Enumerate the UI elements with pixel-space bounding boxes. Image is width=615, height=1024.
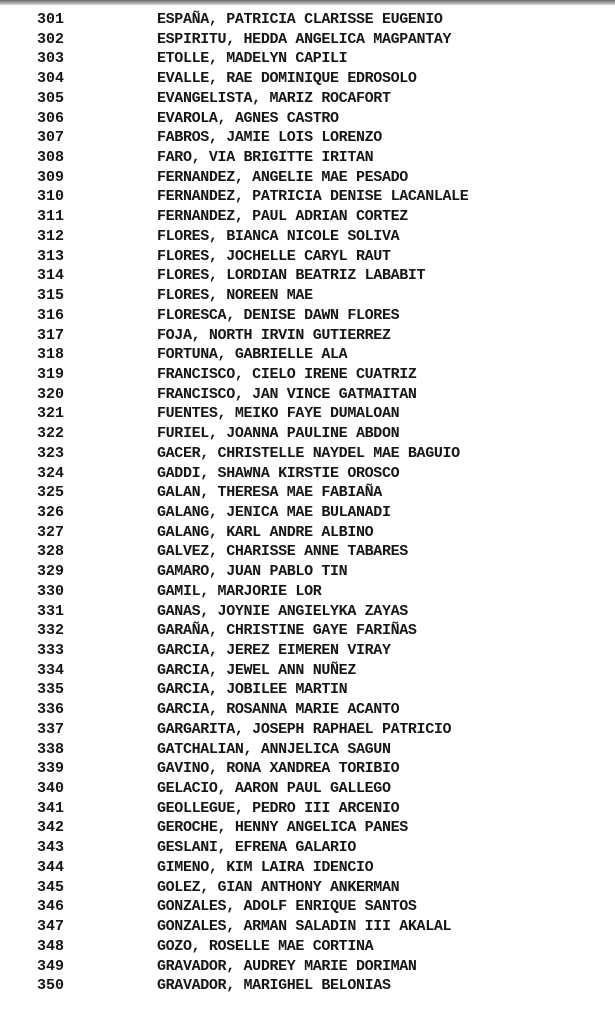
list-item — [0, 523, 615, 543]
list-item — [0, 168, 615, 188]
entry-number: 305 — [37, 89, 65, 107]
entry-name: FLORES, JOCHELLE CARYL RAUT — [157, 247, 391, 265]
entry-number: 309 — [37, 168, 65, 186]
entry-number: 326 — [37, 503, 65, 521]
list-item — [0, 878, 615, 898]
list-item — [0, 404, 615, 424]
entry-name: FLORES, NOREEN MAE — [157, 287, 313, 305]
list-item — [0, 976, 615, 996]
entry-number: 346 — [37, 898, 65, 916]
page-top-edge — [0, 0, 615, 5]
list-item — [0, 286, 615, 306]
entry-number: 345 — [37, 878, 65, 896]
entry-name: FOJA, NORTH IRVIN GUTIERREZ — [157, 326, 391, 344]
entry-name: GALAN, THERESA MAE FABIAÑA — [157, 484, 382, 502]
entry-name: GARCIA, ROSANNA MARIE ACANTO — [157, 701, 400, 719]
entry-number: 338 — [37, 740, 65, 758]
entry-name: FLORES, BIANCA NICOLE SOLIVA — [157, 227, 400, 245]
entry-number: 333 — [37, 642, 65, 659]
entry-number: 325 — [37, 484, 65, 502]
entry-name: GARCIA, JOBILEE MARTIN — [157, 681, 348, 699]
list-item — [0, 740, 615, 760]
entry-number: 301 — [37, 11, 65, 28]
entry-name: GANAS, JOYNIE ANGIELYKA ZAYAS — [157, 602, 408, 620]
entry-name: GALANG, KARL ANDRE ALBINO — [157, 523, 374, 541]
list-item — [0, 700, 615, 720]
entry-name: FLORESCA, DENISE DAWN FLORES — [157, 306, 400, 324]
list-item — [0, 424, 615, 444]
list-item — [0, 759, 615, 779]
entry-number: 341 — [37, 799, 65, 817]
entry-name: GELACIO, AARON PAUL GALLEGO — [157, 780, 391, 798]
list-item — [0, 641, 615, 661]
entry-number: 343 — [37, 839, 65, 857]
entry-name: GARGARITA, JOSEPH RAPHAEL PATRICIO — [157, 720, 452, 738]
list-item — [0, 621, 615, 641]
list-item — [0, 30, 615, 50]
entry-name: GAMIL, MARJORIE LOR — [157, 582, 322, 600]
entry-number: 314 — [37, 267, 65, 285]
list-item — [0, 10, 615, 30]
entry-name: GACER, CHRISTELLE NAYDEL MAE BAGUIO — [157, 444, 460, 462]
entry-name: GALANG, JENICA MAE BULANADI — [157, 503, 391, 521]
entry-number: 344 — [37, 858, 65, 876]
entry-name: ESPIRITU, HEDDA ANGELICA MAGPANTAY — [157, 30, 452, 48]
list-item — [0, 582, 615, 602]
list-item — [0, 464, 615, 484]
entry-number: 316 — [37, 306, 65, 324]
entry-number: 321 — [37, 405, 65, 423]
entry-name: GADDI, SHAWNA KIRSTIE OROSCO — [157, 464, 400, 482]
list-item — [0, 69, 615, 89]
list-item — [0, 444, 615, 464]
entry-number: 349 — [37, 957, 65, 975]
entry-name: FARO, VIA BRIGITTE IRITAN — [157, 149, 374, 167]
list-item — [0, 562, 615, 582]
list-item — [0, 89, 615, 109]
list-item — [0, 266, 615, 286]
entry-number: 315 — [37, 287, 65, 305]
entry-number: 311 — [37, 208, 65, 226]
list-item — [0, 247, 615, 267]
list-item — [0, 897, 615, 917]
list-item — [0, 483, 615, 503]
entry-number: 350 — [37, 977, 65, 995]
entry-name: ETOLLE, MADELYN CAPILI — [157, 50, 348, 68]
entry-name: FRANCISCO, JAN VINCE GATMAITAN — [157, 385, 417, 403]
entry-name: EVALLE, RAE DOMINIQUE EDROSOLO — [157, 70, 417, 88]
entry-number: 312 — [37, 227, 65, 245]
list-item — [0, 227, 615, 247]
entry-number: 308 — [37, 149, 65, 167]
entry-name: GAVINO, RONA XANDREA TORIBIO — [157, 760, 400, 778]
name-list — [0, 10, 615, 996]
entry-name: FORTUNA, GABRIELLE ALA — [157, 346, 348, 364]
entry-name: GRAVADOR, AUDREY MARIE DORIMAN — [157, 957, 417, 975]
list-item — [0, 818, 615, 838]
entry-name: GONZALES, ARMAN SALADIN III AKALAL — [157, 918, 452, 936]
entry-number: 304 — [37, 70, 65, 88]
entry-number: 337 — [37, 720, 65, 738]
list-item — [0, 720, 615, 740]
entry-number: 319 — [37, 365, 65, 383]
entry-name: GALVEZ, CHARISSE ANNE TABARES — [157, 543, 408, 561]
list-item — [0, 680, 615, 700]
entry-name: GEROCHE, HENNY ANGELICA PANES — [157, 819, 408, 837]
entry-number: 322 — [37, 425, 65, 443]
entry-name: FLORES, LORDIAN BEATRIZ LABABIT — [157, 267, 426, 285]
list-item — [0, 503, 615, 523]
entry-name: FURIEL, JOANNA PAULINE ABDON — [157, 425, 400, 443]
list-item — [0, 799, 615, 819]
list-item — [0, 306, 615, 326]
list-item — [0, 326, 615, 346]
entry-number: 339 — [37, 760, 65, 778]
list-item — [0, 207, 615, 227]
entry-name: FERNANDEZ, ANGELIE MAE PESADO — [157, 168, 408, 186]
entry-name: GIMENO, KIM LAIRA IDENCIO — [157, 858, 374, 876]
entry-name: GARCIA, JEWEL ANN NUÑEZ — [157, 661, 356, 679]
entry-number: 348 — [37, 937, 65, 955]
entry-name: ESPAÑA, PATRICIA CLARISSE EUGENIO — [157, 11, 443, 28]
list-item — [0, 187, 615, 207]
entry-name: GESLANI, EFRENA GALARIO — [157, 839, 356, 857]
entry-number: 320 — [37, 385, 65, 403]
list-item — [0, 937, 615, 957]
entry-number: 334 — [37, 661, 65, 679]
entry-number: 318 — [37, 346, 65, 364]
list-item — [0, 661, 615, 681]
entry-name: GRAVADOR, MARIGHEL BELONIAS — [157, 977, 391, 995]
entry-number: 303 — [37, 50, 65, 68]
list-item — [0, 345, 615, 365]
entry-number: 347 — [37, 918, 65, 936]
entry-number: 313 — [37, 247, 65, 265]
list-item — [0, 542, 615, 562]
list-item — [0, 49, 615, 69]
list-item — [0, 148, 615, 168]
entry-number: 342 — [37, 819, 65, 837]
entry-number: 317 — [37, 326, 65, 344]
entry-name: GONZALES, ADOLF ENRIQUE SANTOS — [157, 898, 417, 916]
entry-name: EVANGELISTA, MARIZ ROCAFORT — [157, 89, 391, 107]
entry-number: 324 — [37, 464, 65, 482]
entry-name: FRANCISCO, CIELO IRENE CUATRIZ — [157, 365, 417, 383]
entry-name: GOLEZ, GIAN ANTHONY ANKERMAN — [157, 878, 400, 896]
entry-number: 302 — [37, 30, 65, 48]
list-item — [0, 917, 615, 937]
entry-name: GAMARO, JUAN PABLO TIN — [157, 563, 348, 581]
entry-number: 328 — [37, 543, 65, 561]
list-item — [0, 779, 615, 799]
list-item — [0, 602, 615, 622]
entry-number: 310 — [37, 188, 65, 206]
entry-number: 336 — [37, 701, 65, 719]
entry-number: 307 — [37, 129, 65, 147]
entry-name: GEOLLEGUE, PEDRO III ARCENIO — [157, 799, 400, 817]
entry-name: FERNANDEZ, PAUL ADRIAN CORTEZ — [157, 208, 408, 226]
entry-number: 329 — [37, 563, 65, 581]
entry-number: 332 — [37, 622, 65, 640]
entry-name: GARAÑA, CHRISTINE GAYE FARIÑAS — [157, 622, 417, 640]
entry-name: GATCHALIAN, ANNJELICA SAGUN — [157, 740, 391, 758]
entry-name: FUENTES, MEIKO FAYE DUMALOAN — [157, 405, 400, 423]
entry-name: EVAROLA, AGNES CASTRO — [157, 109, 339, 127]
entry-name: FABROS, JAMIE LOIS LORENZO — [157, 129, 382, 147]
list-item — [0, 365, 615, 385]
entry-number: 327 — [37, 523, 65, 541]
list-item — [0, 109, 615, 129]
list-item — [0, 838, 615, 858]
entry-name: GARCIA, JEREZ EIMEREN VIRAY — [157, 642, 391, 659]
list-item — [0, 385, 615, 405]
entry-number: 330 — [37, 582, 65, 600]
entry-number: 331 — [37, 602, 65, 620]
entry-name: FERNANDEZ, PATRICIA DENISE LACANLALE — [157, 188, 469, 206]
list-item — [0, 957, 615, 977]
entry-name: GOZO, ROSELLE MAE CORTINA — [157, 937, 374, 955]
entry-number: 340 — [37, 780, 65, 798]
entry-number: 335 — [37, 681, 65, 699]
list-item — [0, 128, 615, 148]
entry-number: 306 — [37, 109, 65, 127]
list-item — [0, 858, 615, 878]
entry-number: 323 — [37, 444, 65, 462]
